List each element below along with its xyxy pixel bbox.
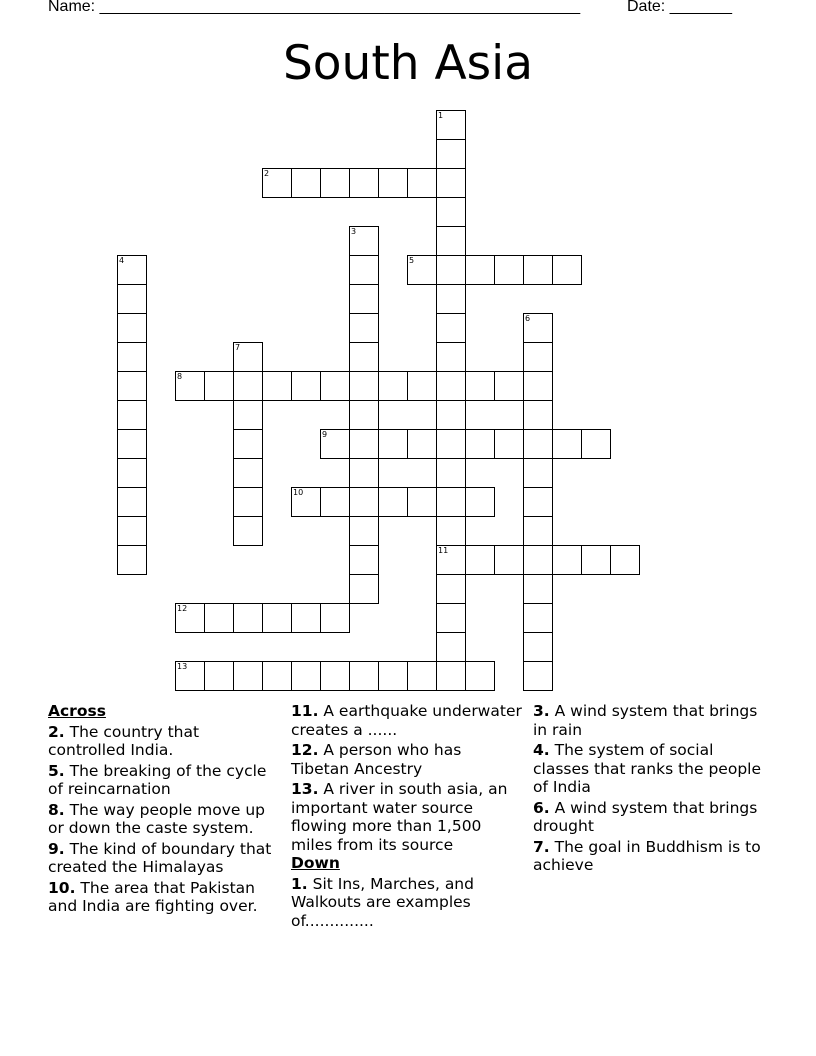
- crossword-cell[interactable]: [552, 255, 582, 285]
- crossword-cell[interactable]: [465, 661, 495, 691]
- crossword-cell[interactable]: [291, 168, 321, 198]
- crossword-cell[interactable]: [233, 603, 263, 633]
- crossword-cell[interactable]: [320, 371, 350, 401]
- clue-text: Sit Ins, Marches, and Walkouts are examples of..............: [291, 874, 474, 930]
- clue-text: The goal in Buddhism is to achieve: [533, 837, 761, 874]
- crossword-cell[interactable]: [436, 226, 466, 256]
- across-clue: [48, 801, 280, 838]
- crossword-cell[interactable]: [262, 371, 292, 401]
- across-clue: [48, 840, 280, 877]
- crossword-cell[interactable]: [523, 516, 553, 546]
- across-clue: [48, 879, 280, 916]
- clue-number: 1.: [291, 874, 308, 893]
- crossword-cell[interactable]: [465, 487, 495, 517]
- crossword-cell[interactable]: [523, 458, 553, 488]
- name-field-label: Name: ______________________________________________________: [48, 0, 581, 15]
- crossword-cell[interactable]: [436, 632, 466, 662]
- crossword-cell[interactable]: [436, 139, 466, 169]
- crossword-cell[interactable]: [436, 661, 466, 691]
- crossword-cell[interactable]: [436, 371, 466, 401]
- clue-number: 13.: [291, 780, 319, 798]
- crossword-cell[interactable]: [378, 168, 408, 198]
- crossword-cell[interactable]: [552, 545, 582, 575]
- crossword-cell[interactable]: [436, 197, 466, 227]
- crossword-cell[interactable]: [436, 574, 466, 604]
- clue-number: 3.: [533, 702, 550, 720]
- crossword-cell[interactable]: [117, 255, 147, 285]
- crossword-cell[interactable]: [436, 284, 466, 314]
- across-clue: [291, 741, 523, 778]
- crossword-cell[interactable]: [523, 545, 553, 575]
- crossword-cell[interactable]: [581, 545, 611, 575]
- crossword-cell[interactable]: [465, 545, 495, 575]
- crossword-cell[interactable]: [523, 603, 553, 633]
- clue-number: 8.: [48, 800, 65, 819]
- crossword-cell[interactable]: [349, 226, 379, 256]
- crossword-cell[interactable]: [465, 371, 495, 401]
- clue-text: A wind system that brings drought: [533, 798, 758, 835]
- crossword-cell[interactable]: [436, 458, 466, 488]
- cell-number: 9: [322, 430, 328, 439]
- clues-column-1: [48, 702, 280, 916]
- crossword-cell[interactable]: [407, 168, 437, 198]
- crossword-cell[interactable]: [117, 516, 147, 546]
- clue-text: A earthquake underwater creates a ......: [291, 702, 522, 739]
- crossword-cell[interactable]: [436, 429, 466, 459]
- crossword-cell[interactable]: [291, 487, 321, 517]
- crossword-cell[interactable]: [117, 313, 147, 343]
- crossword-cell[interactable]: [523, 661, 553, 691]
- crossword-cell[interactable]: [320, 168, 350, 198]
- crossword-cell[interactable]: [320, 429, 350, 459]
- crossword-cell[interactable]: [349, 371, 379, 401]
- across-heading: Across: [48, 702, 106, 720]
- cell-number: 1: [438, 111, 444, 120]
- clue-text: The way people move up or down the caste system.: [48, 800, 266, 837]
- crossword-cell[interactable]: [349, 487, 379, 517]
- crossword-cell[interactable]: [349, 400, 379, 430]
- cell-number: 12: [177, 604, 188, 613]
- crossword-cell[interactable]: [494, 545, 524, 575]
- cell-number: 8: [177, 372, 183, 381]
- crossword-cell[interactable]: [523, 255, 553, 285]
- clue-number: 4.: [533, 741, 550, 759]
- clue-number: 2.: [48, 722, 65, 741]
- crossword-cell[interactable]: [523, 429, 553, 459]
- crossword-cell[interactable]: [262, 603, 292, 633]
- crossword-cell[interactable]: [407, 255, 437, 285]
- cell-number: 3: [351, 227, 357, 236]
- down-clue: [291, 875, 523, 931]
- crossword-cell[interactable]: [349, 429, 379, 459]
- crossword-cell[interactable]: [349, 313, 379, 343]
- clue-number: 10.: [48, 878, 76, 897]
- crossword-cell[interactable]: [436, 168, 466, 198]
- crossword-cell[interactable]: [117, 545, 147, 575]
- cell-number: 5: [409, 256, 415, 265]
- crossword-cell[interactable]: [175, 371, 205, 401]
- crossword-cell[interactable]: [436, 110, 466, 140]
- down-heading: Down: [291, 854, 340, 872]
- crossword-cell[interactable]: [523, 342, 553, 372]
- cell-number: 13: [177, 662, 188, 671]
- crossword-cell[interactable]: [523, 400, 553, 430]
- clue-number: 9.: [48, 839, 65, 858]
- cell-number: 2: [264, 169, 270, 178]
- down-clue: [533, 838, 765, 875]
- crossword-cell[interactable]: [436, 487, 466, 517]
- crossword-cell[interactable]: [494, 255, 524, 285]
- clue-text: The area that Pakistan and India are fighting over.: [48, 878, 258, 915]
- crossword-cell[interactable]: [291, 371, 321, 401]
- crossword-cell[interactable]: [436, 603, 466, 633]
- crossword-cell[interactable]: [233, 400, 263, 430]
- crossword-cell[interactable]: [494, 429, 524, 459]
- crossword-cell[interactable]: [233, 429, 263, 459]
- crossword-cell[interactable]: [117, 342, 147, 372]
- crossword-cell[interactable]: [378, 661, 408, 691]
- crossword-cell[interactable]: [552, 429, 582, 459]
- crossword-cell[interactable]: [175, 661, 205, 691]
- crossword-cell[interactable]: [117, 429, 147, 459]
- crossword-cell[interactable]: [117, 400, 147, 430]
- crossword-cell[interactable]: [349, 458, 379, 488]
- clues-column-3: [533, 702, 765, 875]
- crossword-cell[interactable]: [436, 400, 466, 430]
- crossword-cell[interactable]: [523, 632, 553, 662]
- crossword-cell[interactable]: [262, 168, 292, 198]
- crossword-cell[interactable]: [349, 168, 379, 198]
- crossword-cell[interactable]: [233, 516, 263, 546]
- clue-text: A river in south asia, an important water source flowing more than 1,500 miles from its source: [291, 780, 508, 854]
- crossword-cell[interactable]: [233, 458, 263, 488]
- crossword-cell[interactable]: [436, 342, 466, 372]
- page-title: South Asia: [282, 36, 534, 91]
- crossword-cell[interactable]: [291, 661, 321, 691]
- down-clue: [533, 799, 765, 836]
- cell-number: 7: [235, 343, 241, 352]
- crossword-cell[interactable]: [320, 661, 350, 691]
- crossword-cell[interactable]: [378, 371, 408, 401]
- crossword-cell[interactable]: [349, 574, 379, 604]
- crossword-cell[interactable]: [378, 429, 408, 459]
- crossword-cell[interactable]: [494, 371, 524, 401]
- across-clue: [48, 723, 280, 760]
- clue-text: The country that controlled India.: [48, 722, 200, 759]
- clue-number: 11.: [291, 702, 319, 720]
- crossword-cell[interactable]: [204, 371, 234, 401]
- crossword-cell[interactable]: [117, 487, 147, 517]
- crossword-cell[interactable]: [349, 255, 379, 285]
- clue-number: 12.: [291, 741, 319, 759]
- clue-number: 5.: [48, 761, 65, 780]
- clue-text: A person who has Tibetan Ancestry: [291, 741, 462, 778]
- across-clue: [291, 702, 523, 739]
- clues-column-2: [291, 702, 523, 930]
- crossword-cell[interactable]: [581, 429, 611, 459]
- cell-number: 4: [119, 256, 125, 265]
- crossword-cell[interactable]: [117, 284, 147, 314]
- crossword-cell[interactable]: [407, 429, 437, 459]
- crossword-cell[interactable]: [436, 255, 466, 285]
- crossword-cell[interactable]: [204, 603, 234, 633]
- clue-number: 7.: [533, 837, 550, 856]
- clue-text: The system of social classes that ranks the people of India: [533, 741, 761, 796]
- crossword-cell[interactable]: [233, 661, 263, 691]
- crossword-cell[interactable]: [523, 313, 553, 343]
- crossword-cell[interactable]: [407, 487, 437, 517]
- crossword-cell[interactable]: [465, 429, 495, 459]
- crossword-cell[interactable]: [262, 661, 292, 691]
- crossword-cell[interactable]: [233, 371, 263, 401]
- clue-text: The kind of boundary that created the Himalayas: [48, 839, 272, 876]
- crossword-cell[interactable]: [436, 313, 466, 343]
- crossword-cell[interactable]: [291, 603, 321, 633]
- crossword-cell[interactable]: [320, 487, 350, 517]
- crossword-cell[interactable]: [349, 545, 379, 575]
- clue-number: 6.: [533, 798, 550, 817]
- date-field-label: Date: _______: [627, 0, 732, 15]
- across-clue: [48, 762, 280, 799]
- cell-number: 6: [525, 314, 531, 323]
- clue-text: A wind system that brings in rain: [533, 702, 758, 739]
- crossword-cell[interactable]: [378, 487, 408, 517]
- cell-number: 11: [438, 546, 449, 555]
- across-clue: [291, 780, 523, 854]
- crossword-cell[interactable]: [523, 574, 553, 604]
- crossword-cell[interactable]: [204, 661, 234, 691]
- clue-text: The breaking of the cycle of reincarnation: [48, 761, 267, 798]
- crossword-cell[interactable]: [465, 255, 495, 285]
- crossword-cell[interactable]: [349, 661, 379, 691]
- crossword-cell[interactable]: [523, 371, 553, 401]
- down-clue: [533, 741, 765, 797]
- crossword-cell[interactable]: [407, 661, 437, 691]
- crossword-cell[interactable]: [233, 487, 263, 517]
- crossword-cell[interactable]: [349, 284, 379, 314]
- crossword-cell[interactable]: [175, 603, 205, 633]
- crossword-cell[interactable]: [349, 516, 379, 546]
- crossword-cell[interactable]: [349, 342, 379, 372]
- crossword-cell[interactable]: [320, 603, 350, 633]
- crossword-cell[interactable]: [233, 342, 263, 372]
- crossword-cell[interactable]: [436, 545, 466, 575]
- down-clue: [533, 702, 765, 739]
- cell-number: 10: [293, 488, 304, 497]
- crossword-cell[interactable]: [610, 545, 640, 575]
- crossword-cell[interactable]: [117, 371, 147, 401]
- crossword-cell[interactable]: [407, 371, 437, 401]
- crossword-cell[interactable]: [117, 458, 147, 488]
- crossword-cell[interactable]: [436, 516, 466, 546]
- crossword-cell[interactable]: [523, 487, 553, 517]
